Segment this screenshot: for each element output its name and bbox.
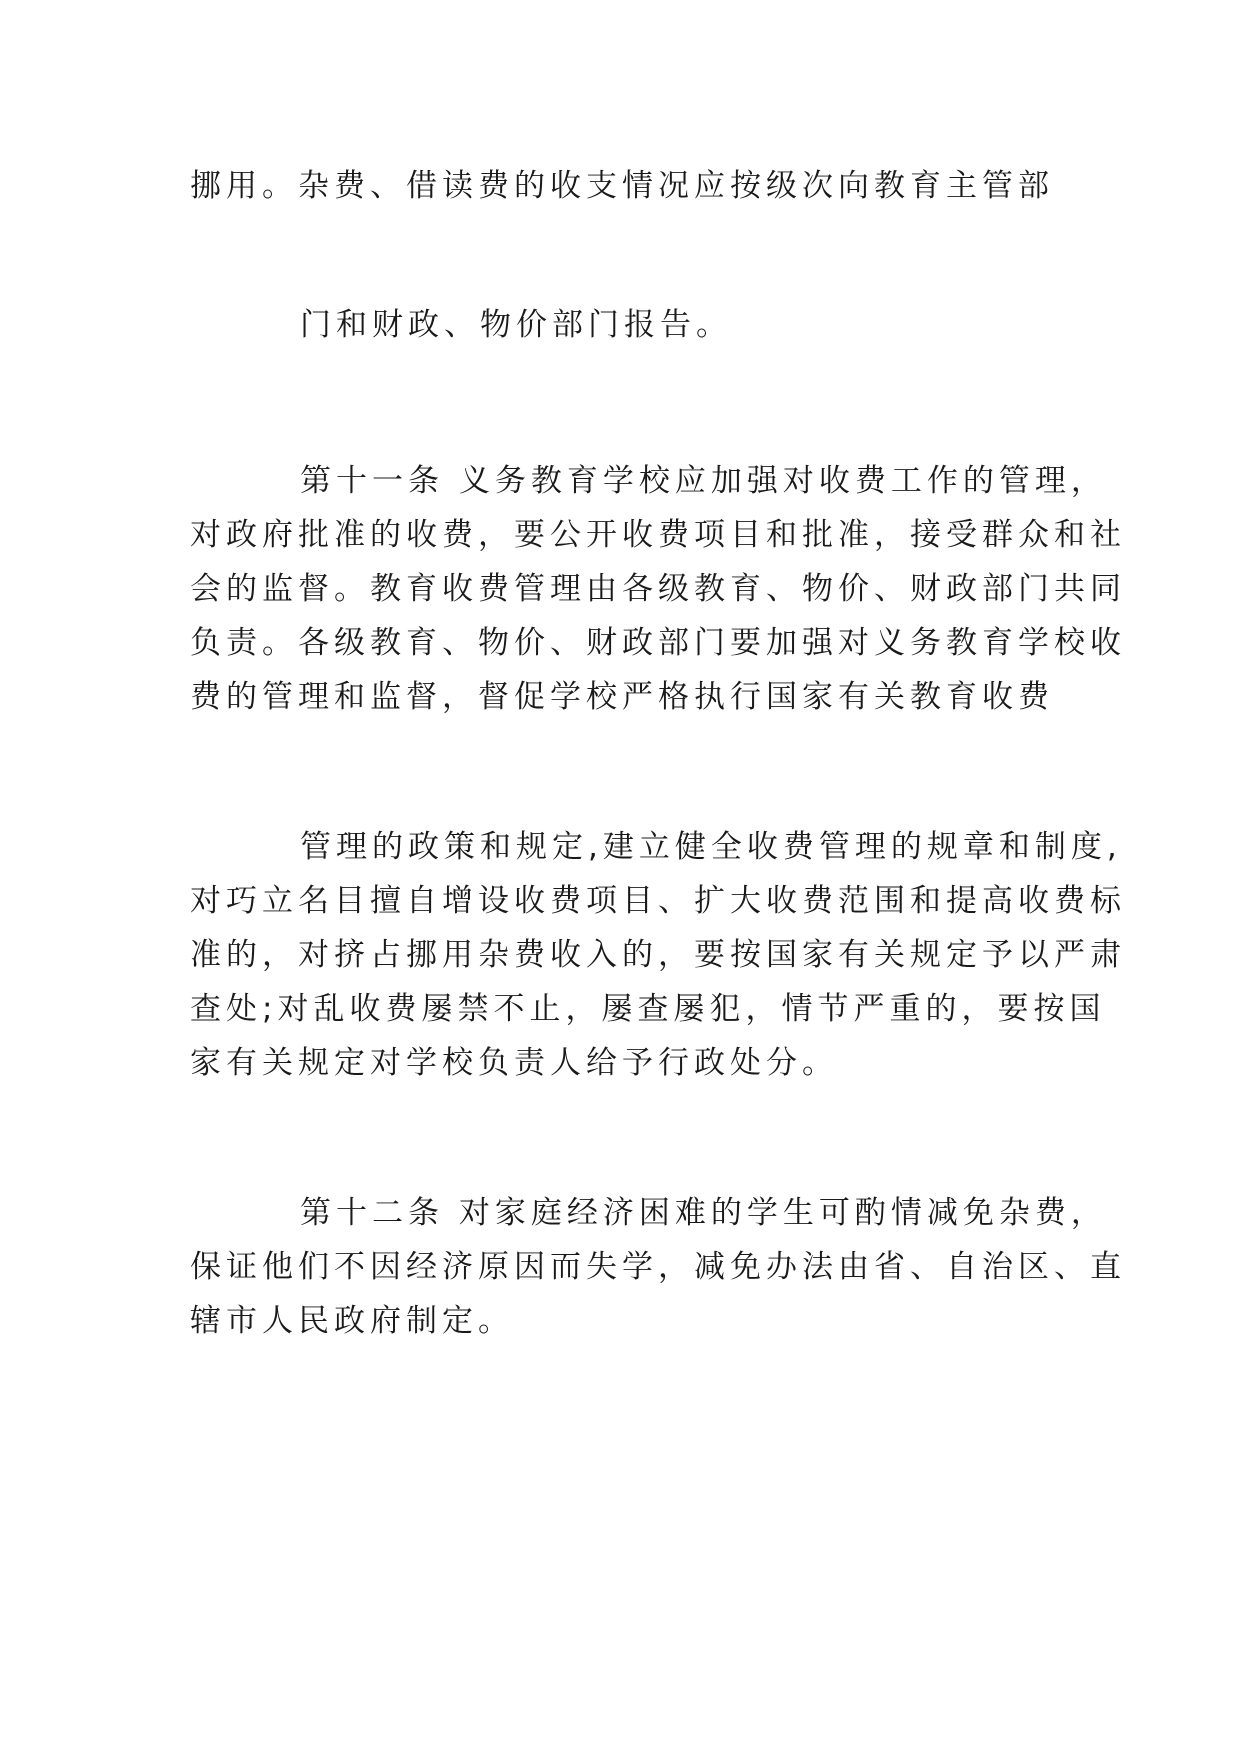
text-line-12: 家有关规定对学校负责人给予行政处分。 xyxy=(190,1045,838,1081)
article-12-heading-line: 第十二条 对家庭经济困难的学生可酌情减免杂费， xyxy=(300,1195,1107,1231)
text-line-1: 挪用。杂费、借读费的收支情况应按级次向教育主管部 xyxy=(190,168,1054,204)
text-line-6: 负责。各级教育、物价、财政部门要加强对义务教育学校收 xyxy=(190,625,1126,661)
text-line-14: 保证他们不因经济原因而失学，减免办法由省、自治区、直 xyxy=(190,1249,1126,1285)
text-line-2: 门和财政、物价部门报告。 xyxy=(300,307,732,343)
text-line-4: 对政府批准的收费，要公开收费项目和批准，接受群众和社 xyxy=(190,517,1126,553)
text-line-5: 会的监督。教育收费管理由各级教育、物价、财政部门共同 xyxy=(190,571,1126,607)
text-line-10: 准的，对挤占挪用杂费收入的，要按国家有关规定予以严肃 xyxy=(190,937,1126,973)
text-line-9: 对巧立名目擅自增设收费项目、扩大收费范围和提高收费标 xyxy=(190,883,1126,919)
text-line-7: 费的管理和监督，督促学校严格执行国家有关教育收费 xyxy=(190,679,1054,715)
text-line-15: 辖市人民政府制定。 xyxy=(190,1303,514,1339)
text-line-11: 查处;对乱收费屡禁不止，屡查屡犯，情节严重的，要按国 xyxy=(190,991,1106,1027)
text-line-8: 管理的政策和规定,建立健全收费管理的规章和制度, xyxy=(300,829,1122,865)
article-11-heading-line: 第十一条 义务教育学校应加强对收费工作的管理， xyxy=(300,463,1107,499)
